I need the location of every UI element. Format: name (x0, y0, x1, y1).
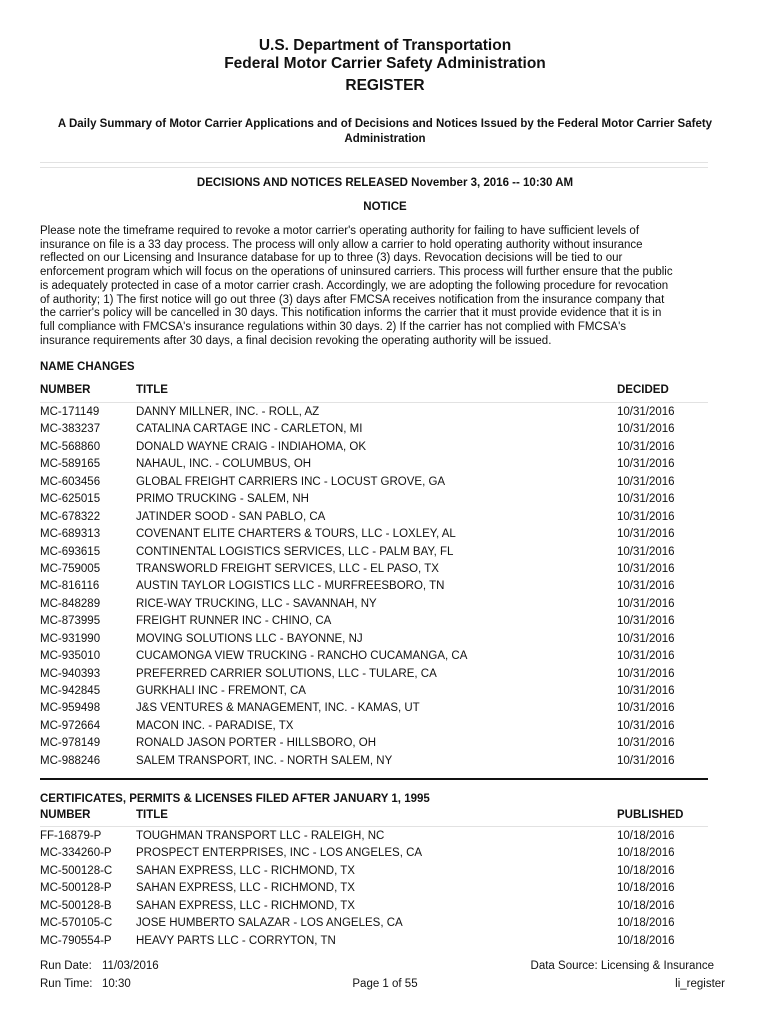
row-number: MC-972664 (40, 719, 101, 732)
name-changes-col-number: NUMBER (40, 384, 91, 396)
table-row (40, 933, 708, 950)
row-date: 10/31/2016 (617, 580, 675, 593)
row-number: MC-500128-B (40, 899, 112, 912)
row-number: MC-942845 (40, 685, 101, 697)
divider-top-2 (40, 167, 708, 168)
row-title: GLOBAL FREIGHT CARRIERS INC - LOCUST GROVE, GA (136, 475, 446, 488)
notice-line: Please note the timeframe required to revoke a motor carrier's operating authority for failing to have sufficient levels of (40, 225, 640, 237)
notice-line: insurance on file is a 33 day process. The process will only allow a carrier to hold operating authority without insurance (40, 238, 643, 251)
row-title: J&S VENTURES & MANAGEMENT, INC. - KAMAS, UT (136, 702, 420, 715)
row-title: CATALINA CARTAGE INC - CARLETON, MI (136, 423, 363, 436)
table-row (40, 683, 708, 700)
notice-body (40, 225, 712, 348)
header-department: U.S. Department of Transportation (258, 37, 512, 54)
row-date: 10/31/2016 (617, 423, 675, 436)
table-row (40, 421, 708, 438)
row-title: RONALD JASON PORTER - HILLSBORO, OH (136, 737, 377, 750)
row-date: 10/31/2016 (617, 597, 675, 610)
page-number: Page 1 of 55 (352, 978, 418, 990)
notice-line: of authority; 1) The first notice will go out three (3) days after FMCSA receives notification from the insurance company that (40, 293, 665, 306)
table-row (40, 880, 708, 897)
header-register: REGISTER (345, 77, 425, 94)
row-date: 10/18/2016 (617, 830, 675, 842)
name-changes-header-rule (40, 402, 708, 403)
notice-line: insurance requirements after 30 days, a final decision revoking the operating authority will be issued. (40, 334, 552, 347)
row-date: 10/18/2016 (617, 899, 675, 912)
row-date: 10/31/2016 (617, 650, 675, 663)
row-date: 10/31/2016 (617, 615, 675, 628)
row-date: 10/18/2016 (617, 864, 675, 877)
row-title: CONTINENTAL LOGISTICS SERVICES, LLC - PALM BAY, FL (136, 545, 454, 558)
table-row (40, 753, 708, 770)
row-title: MOVING SOLUTIONS LLC - BAYONNE, NJ (136, 632, 363, 645)
row-title: SAHAN EXPRESS, LLC - RICHMOND, TX (136, 864, 355, 877)
name-changes-title: NAME CHANGES (40, 361, 135, 373)
row-number: MC-848289 (40, 597, 101, 610)
row-title: SAHAN EXPRESS, LLC - RICHMOND, TX (136, 882, 355, 895)
release-date-heading: DECISIONS AND NOTICES RELEASED November 3, 2016 -- 10:30 AM (196, 177, 574, 189)
row-date: 10/18/2016 (617, 917, 675, 930)
table-row (40, 491, 708, 508)
notice-line: the carrier's policy will be cancelled in 30 days. This notification informs the carrier that it must provide evidence that it is in (40, 307, 662, 320)
row-number: MC-790554-P (40, 934, 112, 947)
row-date: 10/31/2016 (617, 493, 675, 506)
header-administration: Federal Motor Carrier Safety Administration (224, 55, 546, 72)
row-number: MC-873995 (40, 615, 101, 628)
table-row (40, 845, 708, 862)
certificates-title: CERTIFICATES, PERMITS & LICENSES FILED AFTER JANUARY 1, 1995 (40, 793, 430, 805)
row-date: 10/18/2016 (617, 882, 675, 895)
notice-line: is adequately protected in case of a motor carrier crash. Accordingly, we are adopting the following procedure for revocation (40, 279, 669, 292)
row-number: MC-978149 (40, 737, 101, 750)
row-number: MC-759005 (40, 562, 101, 575)
run-date: 11/03/2016 (102, 960, 159, 972)
row-number: MC-816116 (40, 580, 100, 593)
table-row (40, 863, 708, 880)
row-number: MC-988246 (40, 754, 101, 767)
notice-title: NOTICE (363, 201, 407, 213)
row-title: NAHAUL, INC. - COLUMBUS, OH (136, 458, 312, 471)
row-number: MC-689313 (40, 528, 101, 541)
row-title: SALEM TRANSPORT, INC. - NORTH SALEM, NY (136, 754, 393, 767)
table-row (40, 631, 708, 648)
row-title: JATINDER SOOD - SAN PABLO, CA (136, 510, 326, 523)
table-row (40, 828, 708, 845)
row-title: CUCAMONGA VIEW TRUCKING - RANCHO CUCAMANGA, CA (136, 650, 468, 663)
table-row (40, 700, 708, 717)
name-changes-col-title: TITLE (136, 384, 168, 396)
notice-line: enforcement program which will focus on the operations of uninsured carriers. This process will further ensure that the public (40, 266, 673, 279)
row-number: MC-625015 (40, 493, 101, 506)
notice-line: reflected on our Licensing and Insurance database for up to three (3) days. Revocation decisions will be tied to our (40, 252, 623, 265)
row-title: PROSPECT ENTERPRISES, INC - LOS ANGELES, CA (136, 847, 423, 860)
table-row (40, 613, 708, 630)
run-date-label: Run Date: (40, 960, 92, 972)
row-date: 10/31/2016 (617, 719, 675, 732)
table-row (40, 648, 708, 665)
row-title: RICE-WAY TRUCKING, LLC - SAVANNAH, NY (136, 597, 377, 610)
row-number: MC-931990 (40, 632, 101, 645)
notice-line: full compliance with FMCSA's insurance regulations within 30 days. 2) If the carrier has not complied with FMCSA's (40, 320, 627, 333)
row-title: TOUGHMAN TRANSPORT LLC - RALEIGH, NC (136, 830, 385, 842)
row-date: 10/31/2016 (617, 737, 675, 750)
certificates-table (40, 828, 708, 950)
row-date: 10/31/2016 (617, 510, 675, 523)
certificates-col-number: NUMBER (40, 809, 91, 821)
row-date: 10/31/2016 (617, 754, 675, 767)
register-summary: A Daily Summary of Motor Carrier Applications and of Decisions and Notices Issued by the Federal Motor Carrier Safety Administration (57, 118, 713, 145)
table-row (40, 561, 708, 578)
table-row (40, 578, 708, 595)
row-number: MC-570105-C (40, 917, 113, 930)
row-date: 10/31/2016 (617, 545, 675, 558)
row-number: FF-16879-P (40, 830, 102, 842)
row-date: 10/31/2016 (617, 562, 675, 575)
table-row (40, 474, 708, 491)
row-title: DONALD WAYNE CRAIG - INDIAHOMA, OK (136, 440, 367, 453)
table-row (40, 915, 708, 932)
table-row (40, 666, 708, 683)
row-number: MC-334260-P (40, 847, 112, 860)
row-title: MACON INC. - PARADISE, TX (136, 719, 294, 732)
report-id: li_register (675, 978, 725, 990)
row-date: 10/31/2016 (617, 632, 675, 645)
row-number: MC-678322 (40, 510, 101, 523)
row-date: 10/18/2016 (617, 934, 675, 947)
row-date: 10/31/2016 (617, 667, 675, 680)
row-number: MC-383237 (40, 423, 101, 436)
row-number: MC-935010 (40, 650, 101, 663)
row-number: MC-568860 (40, 440, 101, 453)
table-row (40, 735, 708, 752)
table-row (40, 898, 708, 915)
row-number: MC-171149 (40, 406, 100, 418)
table-row (40, 439, 708, 456)
row-date: 10/18/2016 (617, 847, 675, 860)
row-number: MC-959498 (40, 702, 101, 715)
row-title: TRANSWORLD FREIGHT SERVICES, LLC - EL PASO, TX (136, 562, 439, 575)
table-row (40, 456, 708, 473)
name-changes-col-decided: DECIDED (617, 384, 669, 396)
row-date: 10/31/2016 (617, 458, 675, 471)
row-date: 10/31/2016 (617, 475, 675, 488)
section-divider (40, 778, 708, 780)
data-source: Data Source: Licensing & Insurance (530, 960, 714, 972)
certificates-col-published: PUBLISHED (617, 809, 684, 821)
row-title: PREFERRED CARRIER SOLUTIONS, LLC - TULARE, CA (136, 667, 437, 680)
row-title: FREIGHT RUNNER INC - CHINO, CA (136, 615, 332, 628)
row-number: MC-603456 (40, 475, 101, 488)
table-row (40, 544, 708, 561)
row-number: MC-940393 (40, 667, 101, 680)
row-title: COVENANT ELITE CHARTERS & TOURS, LLC - LOXLEY, AL (136, 528, 456, 541)
certificates-header-rule (40, 826, 708, 827)
row-number: MC-589165 (40, 458, 101, 471)
table-row (40, 404, 708, 421)
row-date: 10/31/2016 (617, 440, 675, 453)
row-title: AUSTIN TAYLOR LOGISTICS LLC - MURFREESBORO, TN (136, 580, 445, 593)
divider-top-1 (40, 162, 708, 163)
certificates-col-title: TITLE (136, 809, 168, 821)
row-date: 10/31/2016 (617, 528, 675, 541)
table-row (40, 509, 708, 526)
run-time-label: Run Time: (40, 978, 93, 990)
row-title: PRIMO TRUCKING - SALEM, NH (136, 493, 309, 506)
name-changes-table (40, 404, 708, 770)
row-number: MC-500128-C (40, 864, 113, 877)
row-number: MC-693615 (40, 545, 101, 558)
table-row (40, 526, 708, 543)
row-title: SAHAN EXPRESS, LLC - RICHMOND, TX (136, 899, 355, 912)
row-date: 10/31/2016 (617, 406, 675, 418)
table-row (40, 596, 708, 613)
table-row (40, 718, 708, 735)
row-date: 10/31/2016 (617, 702, 675, 715)
row-title: JOSE HUMBERTO SALAZAR - LOS ANGELES, CA (136, 917, 403, 930)
row-title: GURKHALI INC - FREMONT, CA (136, 685, 306, 697)
row-title: HEAVY PARTS LLC - CORRYTON, TN (136, 934, 336, 947)
row-number: MC-500128-P (40, 882, 112, 895)
row-title: DANNY MILLNER, INC. - ROLL, AZ (136, 406, 320, 418)
row-date: 10/31/2016 (617, 685, 675, 697)
run-time: 10:30 (102, 978, 131, 990)
